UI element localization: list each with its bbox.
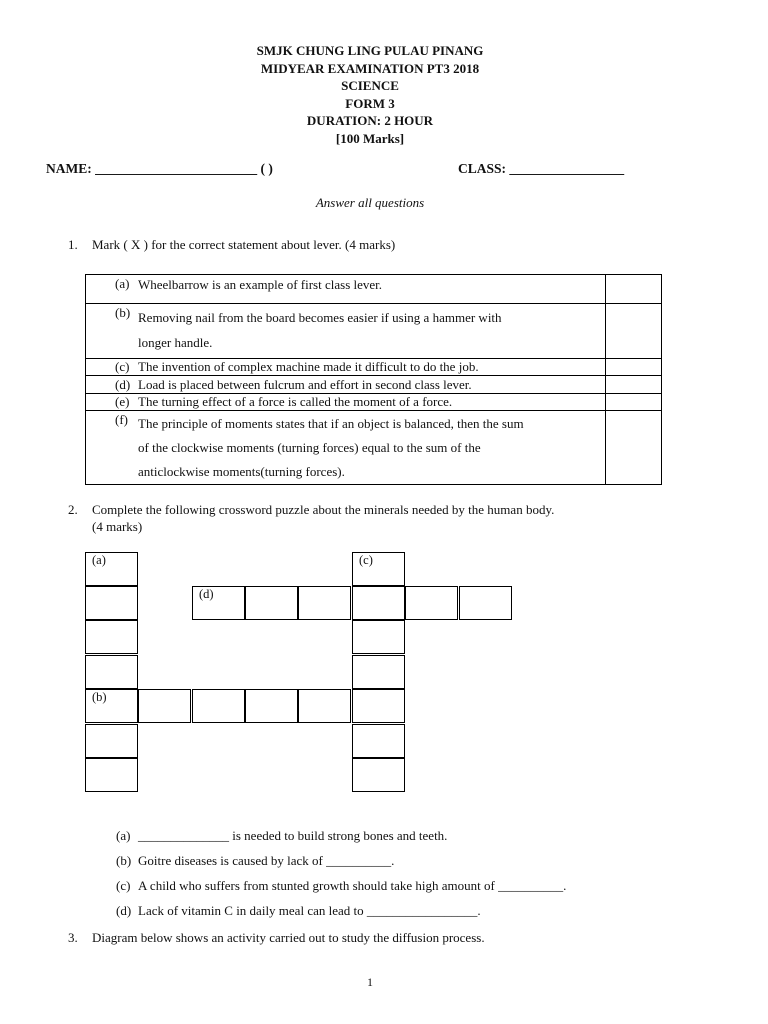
duration-title: DURATION: 2 HOUR — [306, 113, 434, 128]
statement-label: (e) — [115, 394, 130, 409]
question-3-text: Diagram below shows an activity carried out to study the diffusion process. — [92, 930, 485, 945]
clue-a — [116, 828, 447, 844]
statement-line: Wheelbarrow is an example of first class lever. — [138, 277, 383, 292]
statement-line: Load is placed between fulcrum and effort in second class lever. — [138, 377, 472, 392]
name-field-label: NAME: ________________________ ( ) — [46, 161, 273, 176]
question-1-number: 1. — [68, 237, 78, 252]
crossword-cell[interactable] — [85, 758, 138, 792]
question-1-text: Mark ( X ) for the correct statement about lever. (4 marks) — [92, 237, 396, 252]
clue-label: (b) — [116, 853, 132, 868]
crossword-cell[interactable] — [352, 655, 405, 689]
answer-box[interactable] — [606, 376, 662, 394]
crossword-cell[interactable] — [352, 586, 405, 620]
crossword-cell[interactable] — [298, 689, 351, 723]
crossword-cell[interactable] — [245, 586, 298, 620]
statement-text — [138, 275, 599, 293]
crossword-cell[interactable] — [352, 689, 405, 723]
crossword-cell[interactable] — [405, 586, 458, 620]
statement-text — [138, 376, 599, 393]
statement-text — [138, 394, 599, 410]
statement-label: (c) — [115, 359, 130, 374]
crossword-cell[interactable] — [352, 758, 405, 792]
statement-label: (b) — [115, 305, 131, 320]
crossword-cell[interactable] — [85, 620, 138, 654]
question-3-heading — [0, 930, 740, 948]
statement-row — [86, 359, 606, 376]
question-2-heading — [0, 502, 740, 538]
statement-row — [86, 304, 606, 359]
crossword-cell-b-start[interactable] — [85, 689, 138, 723]
lever-statements-table — [85, 274, 662, 485]
crossword-label-b: (b) — [92, 690, 107, 704]
clue-text: Goitre diseases is caused by lack of __________. — [138, 853, 395, 868]
crossword-cell-d-start[interactable] — [192, 586, 245, 620]
statement-row — [86, 376, 606, 394]
question-2-marks: (4 marks) — [92, 519, 143, 534]
statement-line: The turning effect of a force is called the moment of a force. — [138, 394, 453, 409]
marks-title: [100 Marks] — [335, 130, 405, 146]
clue-d — [116, 903, 481, 919]
crossword-cell[interactable] — [138, 689, 191, 723]
answer-box[interactable] — [606, 359, 662, 376]
subject-title: SCIENCE — [341, 78, 399, 93]
statement-line: Removing nail from the board becomes easier if using a hammer with — [138, 310, 502, 325]
statement-line: The principle of moments states that if an object is balanced, then the sum — [138, 416, 524, 431]
statement-text — [138, 411, 599, 484]
crossword-label-d: (d) — [199, 587, 214, 601]
statement-row — [86, 394, 606, 411]
statement-line: The invention of complex machine made it difficult to do the job. — [138, 359, 479, 374]
crossword-cell[interactable] — [85, 724, 138, 758]
exam-header — [0, 42, 740, 147]
clue-b — [116, 853, 394, 869]
crossword-cell[interactable] — [85, 655, 138, 689]
clue-label: (d) — [116, 903, 132, 918]
statement-row — [86, 275, 606, 304]
clue-c — [116, 878, 566, 894]
answer-box[interactable] — [606, 394, 662, 411]
school-name: SMJK CHUNG LING PULAU PINANG — [256, 43, 484, 58]
statement-label: (f) — [115, 412, 128, 427]
crossword-cell[interactable] — [85, 586, 138, 620]
crossword-cell-c-start[interactable] — [352, 552, 405, 586]
crossword-cell[interactable] — [352, 724, 405, 758]
crossword-cell[interactable] — [298, 586, 351, 620]
clue-label: (c) — [116, 878, 131, 893]
crossword-label-c: (c) — [359, 553, 373, 567]
clue-label: (a) — [116, 828, 131, 843]
statement-text — [138, 304, 599, 355]
clue-text: ______________ is needed to build strong bones and teeth. — [138, 828, 448, 843]
class-field-label: CLASS: _________________ — [458, 161, 625, 176]
answer-box[interactable] — [606, 304, 662, 359]
statement-label: (d) — [115, 377, 131, 392]
crossword-cell[interactable] — [352, 620, 405, 654]
form-title: FORM 3 — [345, 95, 395, 111]
answer-box[interactable] — [606, 275, 662, 304]
statement-row — [86, 411, 606, 485]
answer-box[interactable] — [606, 411, 662, 485]
crossword-cell[interactable] — [245, 689, 298, 723]
statement-line: longer handle. — [138, 335, 213, 350]
clue-text: A child who suffers from stunted growth should take high amount of __________. — [138, 878, 567, 893]
statement-line: anticlockwise moments(turning forces). — [138, 464, 345, 479]
question-1-heading — [0, 237, 740, 255]
crossword-label-a: (a) — [92, 553, 106, 567]
crossword-cell[interactable] — [459, 586, 512, 620]
question-2-text: Complete the following crossword puzzle about the minerals needed by the human body. — [92, 502, 555, 517]
exam-title: MIDYEAR EXAMINATION PT3 2018 — [260, 60, 480, 76]
crossword-cell-a-start[interactable] — [85, 552, 138, 586]
question-3-number: 3. — [68, 930, 78, 945]
statement-label: (a) — [115, 276, 130, 291]
crossword-cell[interactable] — [192, 689, 245, 723]
statement-text — [138, 359, 599, 375]
statement-line: of the clockwise moments (turning forces) equal to the sum of the — [138, 440, 481, 455]
question-2-number: 2. — [68, 502, 78, 517]
clue-text: Lack of vitamin C in daily meal can lead to _________________. — [138, 903, 481, 918]
page-number: 1 — [367, 975, 373, 989]
instruction-text: Answer all questions — [315, 195, 425, 210]
